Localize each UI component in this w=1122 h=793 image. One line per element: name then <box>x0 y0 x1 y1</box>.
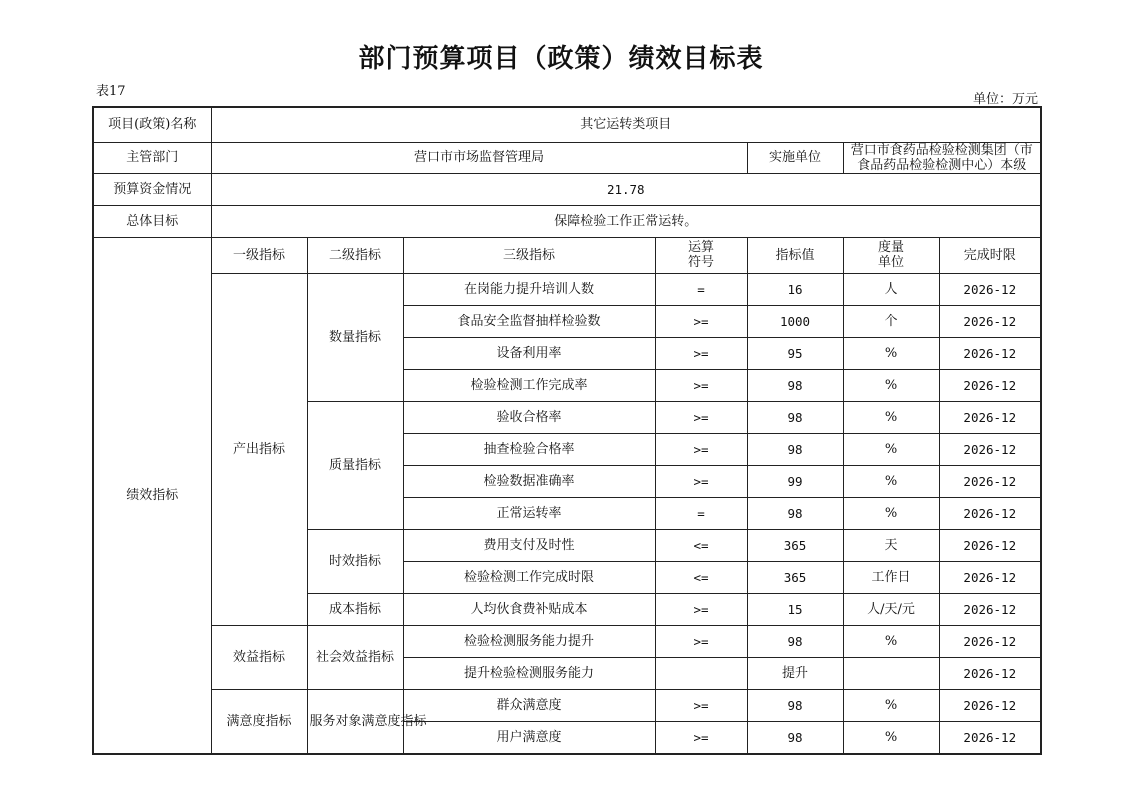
group-cost: 成本指标 <box>307 593 403 625</box>
indicator-op: = <box>655 497 747 529</box>
indicator-op: >= <box>655 689 747 721</box>
group-quality: 质量指标 <box>307 401 403 529</box>
goal-label: 总体目标 <box>93 205 211 237</box>
indicator-value: 1000 <box>747 305 843 337</box>
table-row <box>93 273 1041 305</box>
indicator-op: = <box>655 273 747 305</box>
table-number: 表17 <box>96 84 126 99</box>
indicator-unit: % <box>843 497 939 529</box>
indicator-name: 检验检测工作完成时限 <box>403 561 655 593</box>
indicator-value: 98 <box>747 369 843 401</box>
header-op: 运算符号 <box>655 237 747 273</box>
indicator-op: >= <box>655 625 747 657</box>
indicator-deadline: 2026-12 <box>939 561 1041 593</box>
indicator-op <box>655 657 747 689</box>
indicator-deadline: 2026-12 <box>939 497 1041 529</box>
indicator-op: <= <box>655 561 747 593</box>
header-l3: 三级指标 <box>403 237 655 273</box>
indicator-op: >= <box>655 465 747 497</box>
indicator-unit: 工作日 <box>843 561 939 593</box>
indicator-unit: 人 <box>843 273 939 305</box>
project-name-value: 其它运转类项目 <box>211 107 1041 142</box>
group-service-target: 服务对象满意度指标 <box>307 689 403 754</box>
indicator-value: 15 <box>747 593 843 625</box>
table-row <box>93 625 1041 657</box>
indicator-unit: 个 <box>843 305 939 337</box>
row-goal <box>93 205 1041 237</box>
indicator-name: 检验检测服务能力提升 <box>403 625 655 657</box>
indicator-unit: % <box>843 465 939 497</box>
budget-label: 预算资金情况 <box>93 173 211 205</box>
indicator-value: 提升 <box>747 657 843 689</box>
indicator-value: 98 <box>747 625 843 657</box>
indicator-value: 98 <box>747 721 843 754</box>
row-budget <box>93 173 1041 205</box>
indicator-deadline: 2026-12 <box>939 465 1041 497</box>
project-name-label: 项目(政策)名称 <box>93 107 211 142</box>
indicator-op: >= <box>655 721 747 754</box>
indicator-value: 95 <box>747 337 843 369</box>
indicator-deadline: 2026-12 <box>939 369 1041 401</box>
indicator-name: 正常运转率 <box>403 497 655 529</box>
indicator-value: 365 <box>747 561 843 593</box>
group-timeliness: 时效指标 <box>307 529 403 593</box>
indicator-name: 抽查检验合格率 <box>403 433 655 465</box>
indicator-deadline: 2026-12 <box>939 721 1041 754</box>
indicator-deadline: 2026-12 <box>939 657 1041 689</box>
indicator-name: 提升检验检测服务能力 <box>403 657 655 689</box>
header-val: 指标值 <box>747 237 843 273</box>
indicator-value: 98 <box>747 433 843 465</box>
indicator-deadline: 2026-12 <box>939 593 1041 625</box>
indicator-name: 在岗能力提升培训人数 <box>403 273 655 305</box>
indicator-name: 用户满意度 <box>403 721 655 754</box>
page-title: 部门预算项目（政策）绩效目标表 <box>358 44 764 74</box>
indicator-unit: % <box>843 433 939 465</box>
group-benefit: 效益指标 <box>211 625 307 689</box>
indicator-unit: % <box>843 401 939 433</box>
indicator-name: 费用支付及时性 <box>403 529 655 561</box>
perf-label: 绩效指标 <box>93 237 211 754</box>
header-l2: 二级指标 <box>307 237 403 273</box>
performance-target-table <box>92 106 1042 755</box>
indicator-unit <box>843 657 939 689</box>
indicator-value: 99 <box>747 465 843 497</box>
indicator-op: <= <box>655 529 747 561</box>
indicator-unit: 天 <box>843 529 939 561</box>
indicator-deadline: 2026-12 <box>939 625 1041 657</box>
indicator-name: 检验数据准确率 <box>403 465 655 497</box>
indicator-deadline: 2026-12 <box>939 433 1041 465</box>
header-unit: 度量单位 <box>843 237 939 273</box>
impl-value: 营口市食药品检验检测集团（市食品药品检验检测中心）本级 <box>843 142 1041 173</box>
indicator-name: 设备利用率 <box>403 337 655 369</box>
indicator-value: 365 <box>747 529 843 561</box>
table-row <box>93 689 1041 721</box>
indicator-value: 16 <box>747 273 843 305</box>
indicator-deadline: 2026-12 <box>939 273 1041 305</box>
header-deadline: 完成时限 <box>939 237 1041 273</box>
indicator-unit: 人/天/元 <box>843 593 939 625</box>
indicator-unit: % <box>843 625 939 657</box>
indicator-op: >= <box>655 433 747 465</box>
indicator-deadline: 2026-12 <box>939 401 1041 433</box>
indicator-unit: % <box>843 689 939 721</box>
unit-label: 单位：万元 <box>972 92 1038 107</box>
dept-label: 主管部门 <box>93 142 211 173</box>
header-l1: 一级指标 <box>211 237 307 273</box>
indicator-deadline: 2026-12 <box>939 305 1041 337</box>
indicator-op: >= <box>655 401 747 433</box>
indicator-deadline: 2026-12 <box>939 337 1041 369</box>
group-social: 社会效益指标 <box>307 625 403 689</box>
indicator-op: >= <box>655 369 747 401</box>
indicator-value: 98 <box>747 689 843 721</box>
indicator-name: 群众满意度 <box>403 689 655 721</box>
indicator-op: >= <box>655 337 747 369</box>
group-quantity: 数量指标 <box>307 273 403 401</box>
indicator-deadline: 2026-12 <box>939 689 1041 721</box>
indicator-name: 食品安全监督抽样检验数 <box>403 305 655 337</box>
budget-value: 21.78 <box>211 173 1041 205</box>
indicator-name: 人均伙食费补贴成本 <box>403 593 655 625</box>
goal-value: 保障检验工作正常运转。 <box>211 205 1041 237</box>
indicator-op: >= <box>655 593 747 625</box>
indicator-unit: % <box>843 337 939 369</box>
impl-label: 实施单位 <box>747 142 843 173</box>
indicator-value: 98 <box>747 497 843 529</box>
indicator-name: 验收合格率 <box>403 401 655 433</box>
indicator-name: 检验检测工作完成率 <box>403 369 655 401</box>
group-satisfaction: 满意度指标 <box>211 689 307 754</box>
row-project-name <box>93 107 1041 142</box>
indicator-unit: % <box>843 721 939 754</box>
dept-value: 营口市市场监督管理局 <box>211 142 747 173</box>
indicator-op: >= <box>655 305 747 337</box>
row-dept <box>93 142 1041 173</box>
group-output: 产出指标 <box>211 273 307 625</box>
indicator-deadline: 2026-12 <box>939 529 1041 561</box>
indicator-value: 98 <box>747 401 843 433</box>
indicator-unit: % <box>843 369 939 401</box>
header-row <box>93 237 1041 273</box>
